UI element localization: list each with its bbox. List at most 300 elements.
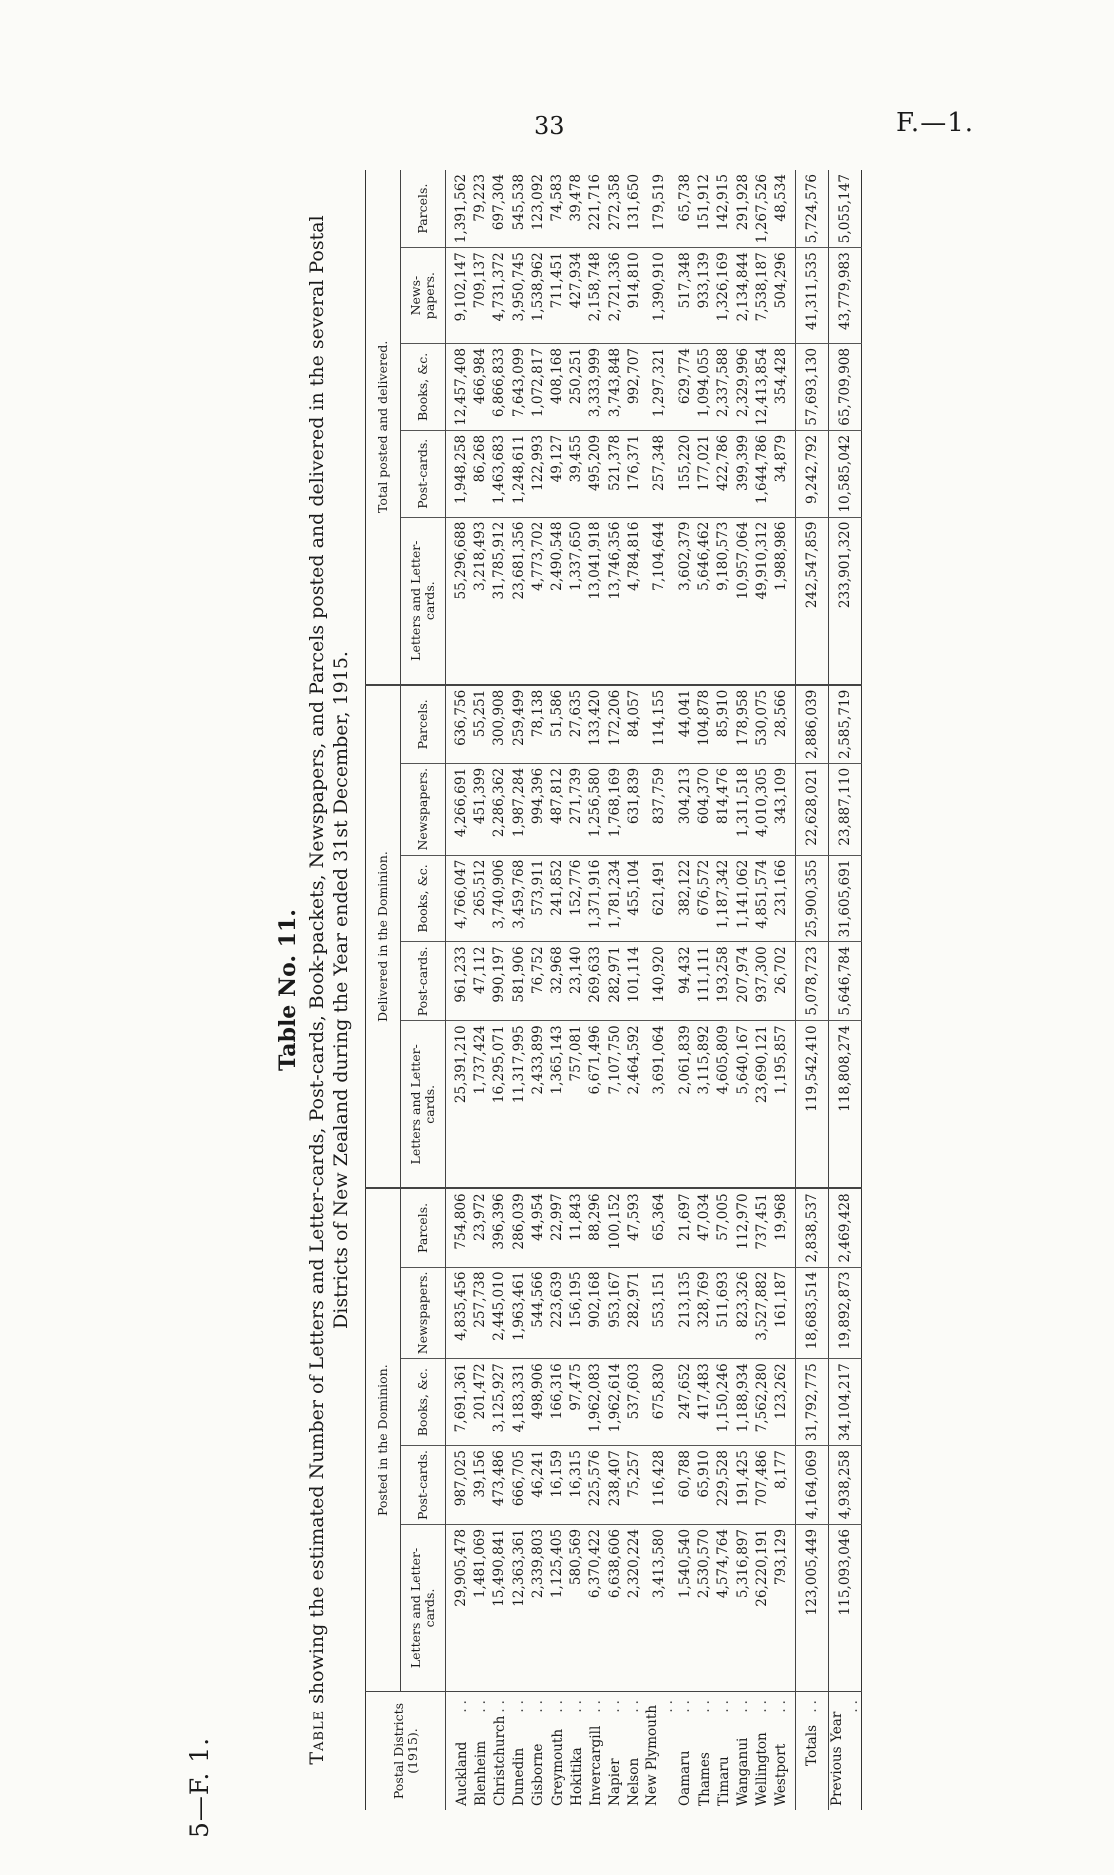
cell-value: 257,348	[644, 430, 676, 517]
totals-row-cell: 57,693,130	[796, 343, 829, 430]
previous-year-row-cell: 2,469,428	[829, 1188, 862, 1267]
cell-value: 238,407	[606, 1446, 625, 1525]
table-row	[753, 170, 772, 1810]
cell-value: 666,705	[510, 1446, 529, 1525]
cell-value: 1,988,986	[772, 517, 796, 685]
cell-value: 26,702	[772, 942, 796, 1021]
cell-value: 47,034	[695, 1188, 714, 1267]
table-row	[714, 170, 733, 1810]
cell-value: 177,021	[695, 430, 714, 517]
cell-value: 6,370,422	[587, 1528, 604, 1599]
cell-value: 2,721,336	[606, 248, 625, 344]
cell-value: 914,810	[625, 248, 644, 344]
subheader-total-newspapers: News-papers.	[401, 248, 446, 344]
cell-value: 573,911	[529, 855, 548, 942]
cell-value: 133,420	[586, 685, 605, 764]
leader-dots: ..	[453, 1696, 470, 1713]
cell-value: 286,039	[510, 1188, 529, 1267]
previous-year-row	[829, 170, 862, 1810]
folio-reference: F.—1.	[895, 108, 974, 138]
totals-row	[796, 170, 829, 1810]
cell-value: 711,451	[548, 248, 567, 344]
cell-value: 455,104	[625, 855, 644, 942]
subheader-delivered-postcards: Post-cards.	[401, 942, 446, 1021]
cell-value: 65,738	[676, 170, 695, 248]
cell-value: 990,197	[490, 942, 509, 1021]
cell-value: 504,296	[772, 248, 796, 344]
cell-value: 11,317,995	[510, 1021, 529, 1189]
cell-value: 25,391,210	[446, 1021, 472, 1189]
cell-value: 39,478	[567, 170, 586, 248]
district-column-header: Postal Districts (1915).	[366, 1692, 446, 1811]
cell-value: 422,786	[714, 430, 733, 517]
district-label: Auckland	[453, 1741, 470, 1806]
subheader-delivered-letters: Letters and Letter-cards.	[401, 1021, 446, 1189]
cell-value: 581,906	[510, 942, 529, 1021]
cell-value: 123,092	[529, 170, 548, 248]
cell-value: 6,638,606	[606, 1528, 623, 1599]
district-label: Dunedin	[511, 1747, 528, 1806]
cell-value: 75,257	[625, 1446, 644, 1525]
cell-value: 399,399	[733, 430, 752, 517]
district-label: Napier	[607, 1758, 624, 1806]
cell-value: 12,413,854	[753, 343, 772, 430]
cell-value: 487,812	[548, 763, 567, 855]
cell-value: 4,784,816	[625, 517, 644, 685]
cell-value: 1,267,526	[753, 170, 772, 248]
cell-value: 328,769	[695, 1267, 714, 1359]
cell-value: 2,061,839	[676, 1021, 695, 1189]
cell-value: 517,348	[676, 248, 695, 344]
cell-value: 57,005	[714, 1188, 733, 1267]
table-row	[733, 170, 752, 1810]
district-name	[676, 1692, 695, 1811]
cell-value: 34,879	[772, 430, 796, 517]
cell-value: 3,413,580	[651, 1528, 668, 1599]
cell-value: 22,997	[548, 1188, 567, 1267]
cell-value: 6,671,496	[586, 1021, 605, 1189]
district-name	[753, 1692, 772, 1811]
cell-value: 994,396	[529, 763, 548, 855]
cell-value: 2,339,803	[529, 1528, 546, 1599]
district-label: Westport	[773, 1743, 790, 1806]
table-row	[529, 170, 548, 1810]
totals-row-cell: 2,838,537	[796, 1188, 829, 1267]
cell-value: 1,963,461	[510, 1267, 529, 1359]
cell-value: 122,993	[529, 430, 548, 517]
title-prefix: Table	[306, 1709, 328, 1765]
cell-value: 4,010,305	[753, 763, 772, 855]
cell-value: 94,432	[676, 942, 695, 1021]
cell-value: 1,326,169	[714, 248, 733, 344]
cell-value: 65,910	[695, 1446, 714, 1525]
cell-value: 1,391,562	[446, 170, 472, 248]
cell-value: 629,774	[676, 343, 695, 430]
cell-value: 4,605,809	[714, 1021, 733, 1189]
cell-value: 707,486	[753, 1446, 772, 1525]
totals-row-cell: 242,547,859	[796, 517, 829, 685]
cell-value: 495,209	[586, 430, 605, 517]
cell-value: 604,370	[695, 763, 714, 855]
cell-value: 155,220	[676, 430, 695, 517]
leader-dots: ..	[845, 1696, 861, 1713]
totals-row-cell: 25,900,355	[796, 855, 829, 942]
previous-year-row-cell: 34,104,217	[829, 1359, 862, 1446]
cell-value: 140,920	[644, 942, 676, 1021]
cell-value: 3,602,379	[676, 517, 695, 685]
title-text: showing the estimated Number of Letters and Letter-cards, Post-cards, Book-packets, Newspapers, and Parcels posted and delivered in the several Postal	[306, 215, 328, 1704]
cell-value: 60,788	[676, 1446, 695, 1525]
leader-dots: ..	[626, 1696, 643, 1713]
cell-value: 47,112	[471, 942, 490, 1021]
cell-value: 1,463,683	[490, 430, 509, 517]
district-label: New Plymouth	[643, 1704, 660, 1806]
subheader-posted-books: Books, &c.	[401, 1359, 446, 1446]
district-label: Thames	[696, 1752, 713, 1806]
cell-value: 417,483	[695, 1359, 714, 1446]
cell-value: 7,562,280	[753, 1359, 772, 1446]
cell-value: 2,329,996	[733, 343, 752, 430]
cell-value: 65,364	[644, 1188, 676, 1267]
previous-year-row-cell: 19,892,873	[829, 1267, 862, 1359]
cell-value: 1,644,786	[753, 430, 772, 517]
cell-value: 111,111	[695, 942, 714, 1021]
cell-value: 28,566	[772, 685, 796, 764]
cell-value: 191,425	[733, 1446, 752, 1525]
subheader-total-books: Books, &c.	[401, 343, 446, 430]
cell-value: 26,220,191	[753, 1528, 770, 1607]
previous-year-row-cell: 115,093,046	[829, 1524, 862, 1691]
title-line2: Districts of New Zealand during the Year ended 31st December, 1915.	[330, 651, 352, 1329]
cell-value: 1,390,910	[644, 248, 676, 344]
cell-value: 408,168	[548, 343, 567, 430]
leader-dots: ..	[715, 1696, 732, 1713]
leader-dots: ..	[804, 1696, 820, 1713]
district-name	[446, 1692, 472, 1811]
cell-value: 621,491	[644, 855, 676, 942]
subheader-posted-letters: Letters and Letter-cards.	[401, 1524, 446, 1691]
cell-value: 511,693	[714, 1267, 733, 1359]
cell-value: 179,519	[644, 170, 676, 248]
cell-value: 498,906	[529, 1359, 548, 1446]
cell-value: 101,114	[625, 942, 644, 1021]
subheader-delivered-newspapers: Newspapers.	[401, 763, 446, 855]
cell-value: 259,499	[510, 685, 529, 764]
cell-value: 544,566	[529, 1267, 548, 1359]
cell-value: 2,445,010	[490, 1267, 509, 1359]
leader-dots: ..	[587, 1696, 604, 1713]
cell-value: 74,583	[548, 170, 567, 248]
cell-value: 2,530,570	[696, 1528, 713, 1599]
cell-value: 676,572	[695, 855, 714, 942]
cell-value: 1,141,062	[733, 855, 752, 942]
cell-value: 23,140	[567, 942, 586, 1021]
cell-value: 343,109	[772, 763, 796, 855]
cell-value: 79,223	[471, 170, 490, 248]
cell-value: 123,262	[772, 1359, 796, 1446]
cell-value: 466,984	[471, 343, 490, 430]
table-row	[510, 170, 529, 1810]
cell-value: 3,527,882	[753, 1267, 772, 1359]
district-name	[714, 1692, 733, 1811]
cell-value: 166,316	[548, 1359, 567, 1446]
leader-dots: ..	[549, 1696, 566, 1713]
district-label: Hokitika	[568, 1747, 585, 1806]
previous-year-row-cell: 65,709,908	[829, 343, 862, 430]
table-row	[567, 170, 586, 1810]
table-row	[772, 170, 796, 1810]
cell-value: 1,948,258	[446, 430, 472, 517]
cell-value: 78,138	[529, 685, 548, 764]
leader-dots: ..	[607, 1696, 624, 1713]
cell-value: 3,218,493	[471, 517, 490, 685]
cell-value: 241,852	[548, 855, 567, 942]
cell-value: 2,134,844	[733, 248, 752, 344]
cell-value: 1,297,321	[644, 343, 676, 430]
previous-year-row-cell: 118,808,274	[829, 1021, 862, 1189]
cell-value: 16,159	[548, 1446, 567, 1525]
cell-value: 793,129	[772, 1528, 789, 1586]
cell-value: 231,166	[772, 855, 796, 942]
leader-dots: ..	[659, 1696, 676, 1713]
cell-value: 176,371	[625, 430, 644, 517]
cell-value: 354,428	[772, 343, 796, 430]
cell-value: 271,739	[567, 763, 586, 855]
cell-value: 2,286,362	[490, 763, 509, 855]
cell-value: 7,107,750	[606, 1021, 625, 1189]
previous-year-row-cell: 233,901,320	[829, 517, 862, 685]
totals-row-cell: 123,005,449	[796, 1524, 829, 1691]
leader-dots: ..	[696, 1696, 713, 1713]
cell-value: 1,125,405	[549, 1528, 566, 1599]
cell-value: 427,934	[567, 248, 586, 344]
subheader-delivered-parcels: Parcels.	[401, 685, 446, 764]
cell-value: 282,971	[606, 942, 625, 1021]
cell-value: 2,320,224	[625, 1528, 642, 1599]
cell-value: 250,251	[567, 343, 586, 430]
cell-value: 737,451	[753, 1188, 772, 1267]
cell-value: 55,251	[471, 685, 490, 764]
cell-value: 4,183,331	[510, 1359, 529, 1446]
previous-year-row-label	[829, 1692, 862, 1811]
cell-value: 1,150,246	[714, 1359, 733, 1446]
cell-value: 709,137	[471, 248, 490, 344]
cell-value: 636,756	[446, 685, 472, 764]
table-row	[471, 170, 490, 1810]
cell-value: 4,766,047	[446, 855, 472, 942]
cell-value: 1,195,857	[772, 1021, 796, 1189]
district-label: Oamaru	[677, 1750, 694, 1806]
cell-value: 6,866,833	[490, 343, 509, 430]
cell-value: 247,652	[676, 1359, 695, 1446]
leader-dots: ..	[735, 1696, 752, 1713]
cell-value: 172,206	[606, 685, 625, 764]
cell-value: 1,371,916	[586, 855, 605, 942]
cell-value: 382,122	[676, 855, 695, 942]
cell-value: 12,457,408	[446, 343, 472, 430]
cell-value: 1,768,169	[606, 763, 625, 855]
cell-value: 1,781,234	[606, 855, 625, 942]
cell-value: 580,569	[568, 1528, 585, 1586]
cell-value: 697,304	[490, 170, 509, 248]
cell-value: 1,311,518	[733, 763, 752, 855]
cell-value: 4,851,574	[753, 855, 772, 942]
cell-value: 207,974	[733, 942, 752, 1021]
table-row	[548, 170, 567, 1810]
cell-value: 156,195	[567, 1267, 586, 1359]
cell-value: 5,316,897	[734, 1528, 751, 1599]
cell-value: 116,428	[644, 1446, 676, 1525]
cell-value: 7,691,361	[446, 1359, 472, 1446]
table-row	[446, 170, 472, 1810]
cell-value: 1,094,055	[695, 343, 714, 430]
previous-year-row-cell: 2,585,719	[829, 685, 862, 764]
cell-value: 4,574,764	[715, 1528, 732, 1599]
subheader-total-parcels: Parcels.	[401, 170, 446, 248]
cell-value: 9,102,147	[446, 248, 472, 344]
cell-value: 31,785,912	[490, 517, 509, 685]
previous-year-row-cell: 5,055,147	[829, 170, 862, 248]
cell-value: 88,296	[586, 1188, 605, 1267]
cell-value: 55,296,688	[446, 517, 472, 685]
cell-value: 86,268	[471, 430, 490, 517]
cell-value: 178,958	[733, 685, 752, 764]
leader-dots: ..	[568, 1696, 585, 1713]
cell-value: 1,540,540	[676, 1528, 693, 1599]
district-name	[606, 1692, 625, 1811]
group-header-posted: Posted in the Dominion.	[366, 1188, 401, 1691]
cell-value: 114,155	[644, 685, 676, 764]
totals-row-cell: 119,542,410	[796, 1021, 829, 1189]
table-row	[586, 170, 605, 1810]
cell-value: 4,835,456	[446, 1267, 472, 1359]
district-label: Wellington	[754, 1732, 771, 1806]
cell-value: 754,806	[446, 1188, 472, 1267]
cell-value: 1,187,342	[714, 855, 733, 942]
cell-value: 104,878	[695, 685, 714, 764]
cell-value: 1,337,650	[567, 517, 586, 685]
cell-value: 142,915	[714, 170, 733, 248]
cell-value: 4,773,702	[529, 517, 548, 685]
cell-value: 47,593	[625, 1188, 644, 1267]
cell-value: 16,315	[567, 1446, 586, 1525]
cell-value: 23,972	[471, 1188, 490, 1267]
cell-value: 1,365,143	[548, 1021, 567, 1189]
cell-value: 2,433,899	[529, 1021, 548, 1189]
cell-value: 225,576	[586, 1446, 605, 1525]
district-name	[471, 1692, 490, 1811]
cell-value: 265,512	[471, 855, 490, 942]
cell-value: 3,950,745	[510, 248, 529, 344]
cell-value: 291,928	[733, 170, 752, 248]
previous-year-row-cell: 4,938,258	[829, 1446, 862, 1525]
cell-value: 4,266,691	[446, 763, 472, 855]
previous-year-row-cell: 43,779,983	[829, 248, 862, 344]
cell-value: 161,187	[772, 1267, 796, 1359]
cell-value: 213,135	[676, 1267, 695, 1359]
subheader-posted-newspapers: Newspapers.	[401, 1267, 446, 1359]
table-title	[305, 170, 353, 1810]
cell-value: 2,337,588	[714, 343, 733, 430]
cell-value: 937,300	[753, 942, 772, 1021]
table-row	[625, 170, 644, 1810]
district-label: Greymouth	[549, 1728, 566, 1806]
cell-value: 530,075	[753, 685, 772, 764]
cell-value: 221,716	[586, 170, 605, 248]
cell-value: 814,476	[714, 763, 733, 855]
cell-value: 8,177	[772, 1446, 796, 1525]
cell-value: 553,151	[644, 1267, 676, 1359]
cell-value: 23,681,356	[510, 517, 529, 685]
page-number: 33	[534, 112, 565, 140]
district-name	[644, 1692, 676, 1811]
cell-value: 451,399	[471, 763, 490, 855]
table-number: Table No. 11.	[275, 909, 301, 1071]
subheader-posted-parcels: Parcels.	[401, 1188, 446, 1267]
cell-value: 46,241	[529, 1446, 548, 1525]
cell-value: 100,152	[606, 1188, 625, 1267]
cell-value: 13,041,918	[586, 517, 605, 685]
previous-year-row-cell: 10,585,042	[829, 430, 862, 517]
cell-value: 9,180,573	[714, 517, 733, 685]
subheader-delivered-books: Books, &c.	[401, 855, 446, 942]
previous-year-row-cell: 5,646,784	[829, 942, 862, 1021]
totals-row-cell: 9,242,792	[796, 430, 829, 517]
table-body	[446, 170, 862, 1810]
cell-value: 5,640,167	[733, 1021, 752, 1189]
totals-row-cell: 41,311,535	[796, 248, 829, 344]
cell-value: 27,635	[567, 685, 586, 764]
cell-value: 229,528	[714, 1446, 733, 1525]
cell-value: 4,731,372	[490, 248, 509, 344]
cell-value: 961,233	[446, 942, 472, 1021]
cell-value: 953,167	[606, 1267, 625, 1359]
leader-dots: ..	[773, 1696, 790, 1713]
cell-value: 49,127	[548, 430, 567, 517]
cell-value: 85,910	[714, 685, 733, 764]
leader-dots: ..	[491, 1696, 508, 1713]
leader-dots: ..	[677, 1696, 694, 1713]
table-row	[695, 170, 714, 1810]
totals-row-cell: 5,724,576	[796, 170, 829, 248]
cell-value: 545,538	[510, 170, 529, 248]
cell-value: 201,472	[471, 1359, 490, 1446]
totals-row-cell: 31,792,775	[796, 1359, 829, 1446]
district-label: Nelson	[626, 1757, 643, 1806]
cell-value: 631,839	[625, 763, 644, 855]
cell-value: 19,968	[772, 1188, 796, 1267]
cell-value: 1,737,424	[471, 1021, 490, 1189]
cell-value: 473,486	[490, 1446, 509, 1525]
table-row	[644, 170, 676, 1810]
cell-value: 1,538,962	[529, 248, 548, 344]
cell-value: 269,633	[586, 942, 605, 1021]
previous-year-row-cell: 23,887,110	[829, 763, 862, 855]
district-name	[510, 1692, 529, 1811]
totals-row-cell: 4,164,069	[796, 1446, 829, 1525]
cell-value: 151,912	[695, 170, 714, 248]
totals-row-cell: 22,628,021	[796, 763, 829, 855]
district-name	[733, 1692, 752, 1811]
cell-value: 49,910,312	[753, 517, 772, 685]
cell-value: 2,464,592	[625, 1021, 644, 1189]
cell-value: 902,168	[586, 1267, 605, 1359]
district-name	[772, 1692, 796, 1811]
cell-value: 51,586	[548, 685, 567, 764]
cell-value: 12,363,361	[510, 1528, 527, 1607]
district-name	[490, 1692, 509, 1811]
cell-value: 44,954	[529, 1188, 548, 1267]
